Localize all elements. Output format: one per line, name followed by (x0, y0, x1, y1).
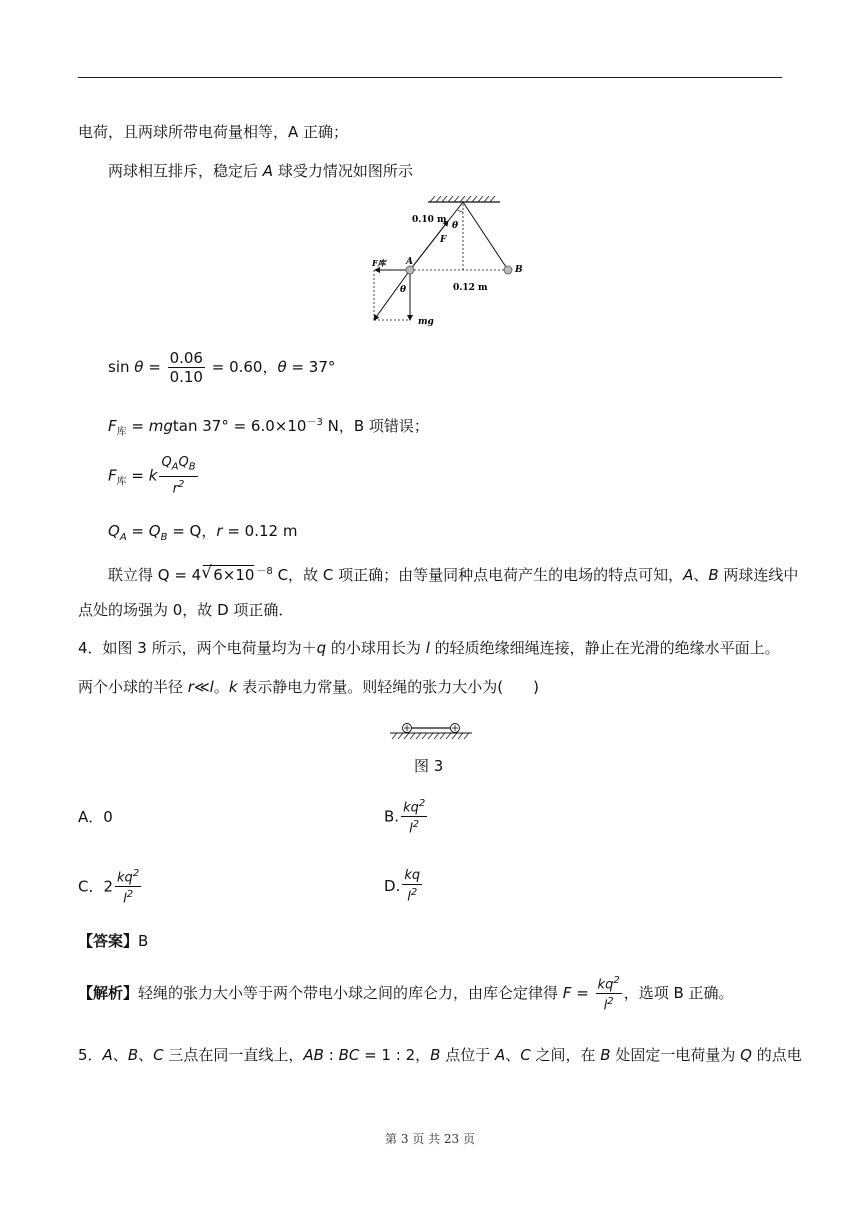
text-line-1: 电荷，且两球所带电荷量相等，A 正确； (78, 123, 349, 141)
string-b (463, 202, 508, 270)
f-arrow (410, 221, 448, 270)
ball-a (406, 266, 414, 274)
text-line-result: 联立得 Q = 4√ 6×10 $^{-8}$ C，故 C 项正确；由等量同种点电荷产生的电场的特点可知，A、B 两球连线中 (108, 562, 798, 585)
text-line-midpoint: 点处的场强为 0，故 D 项正确． (78, 601, 294, 619)
coulomb-force-value: $F_库 = mgtan$ $37^\circ = 6.0\times 10^{-3}$ N，B 项错误； (108, 417, 429, 438)
text-line-2: 两球相互排斥，稳定后 A 球受力情况如图所示 (108, 162, 413, 180)
option-c: C．2 $\frac{kq^2}{l^2}$ (78, 868, 140, 907)
option-b: B. $\frac{kq^2}{l^2}$ (384, 798, 426, 837)
question-4-line-1: 4．如图 3 所示，两个电荷量均为＋q 的小球用长为 l 的轻质绝缘细绳连接，静止在光滑的绝缘水平面上。 (78, 639, 780, 657)
analysis-line: 【解析】轻绳的张力大小等于两个带电小球之间的库仑力，由库仑定律得 F = $\frac{kq^2}{l^2}$ ，选项 B 正确。 (78, 974, 734, 1014)
answer-line: 【答案】B (78, 932, 149, 950)
ceiling-hatch (430, 196, 495, 202)
option-a: A．0 (78, 808, 113, 826)
coulomb-law: $F_库 = k$ $\frac{Q_AQ_B}{r^2}$ (108, 455, 196, 496)
header-rule (78, 77, 782, 78)
svg-text:F库: F库 (372, 258, 386, 268)
option-d: D. $\frac{kq}{l^2}$ (384, 867, 421, 905)
force-diagram (360, 190, 530, 330)
svg-text:θ: θ (452, 221, 459, 231)
svg-text:B: B (515, 265, 523, 275)
figure-3-diagram (388, 718, 474, 740)
svg-text:A: A (406, 257, 413, 267)
resultant-arrow (374, 270, 410, 320)
sin-equation: sin θ = $\frac{0.06}{0.10}$ = 0.60，θ = 37° (108, 349, 336, 386)
page-footer: 第 3 页 共 23 页 (385, 1132, 475, 1146)
charge-equality: $Q_A = Q_B = Q$，r = 0.12 m (108, 522, 298, 543)
question-4-line-2: 两个小球的半径 r≪l。k 表示静电力常量。则轻绳的张力大小为( ) (78, 678, 540, 696)
figure-3-caption: 图 3 (414, 757, 444, 775)
question-5-line-1: 5．A、B、C 三点在同一直线上，AB : BC = 1 : 2，B 点位于 A、C 之间，在 B 处固定一电荷量为 Q 的点电 (78, 1046, 802, 1064)
svg-text:0.12 m: 0.12 m (453, 283, 488, 293)
svg-text:F: F (440, 235, 447, 245)
svg-text:mg: mg (418, 317, 434, 327)
svg-text:θ: θ (400, 285, 407, 295)
ball-b (504, 266, 512, 274)
label-len: 0.10 m (412, 215, 447, 225)
